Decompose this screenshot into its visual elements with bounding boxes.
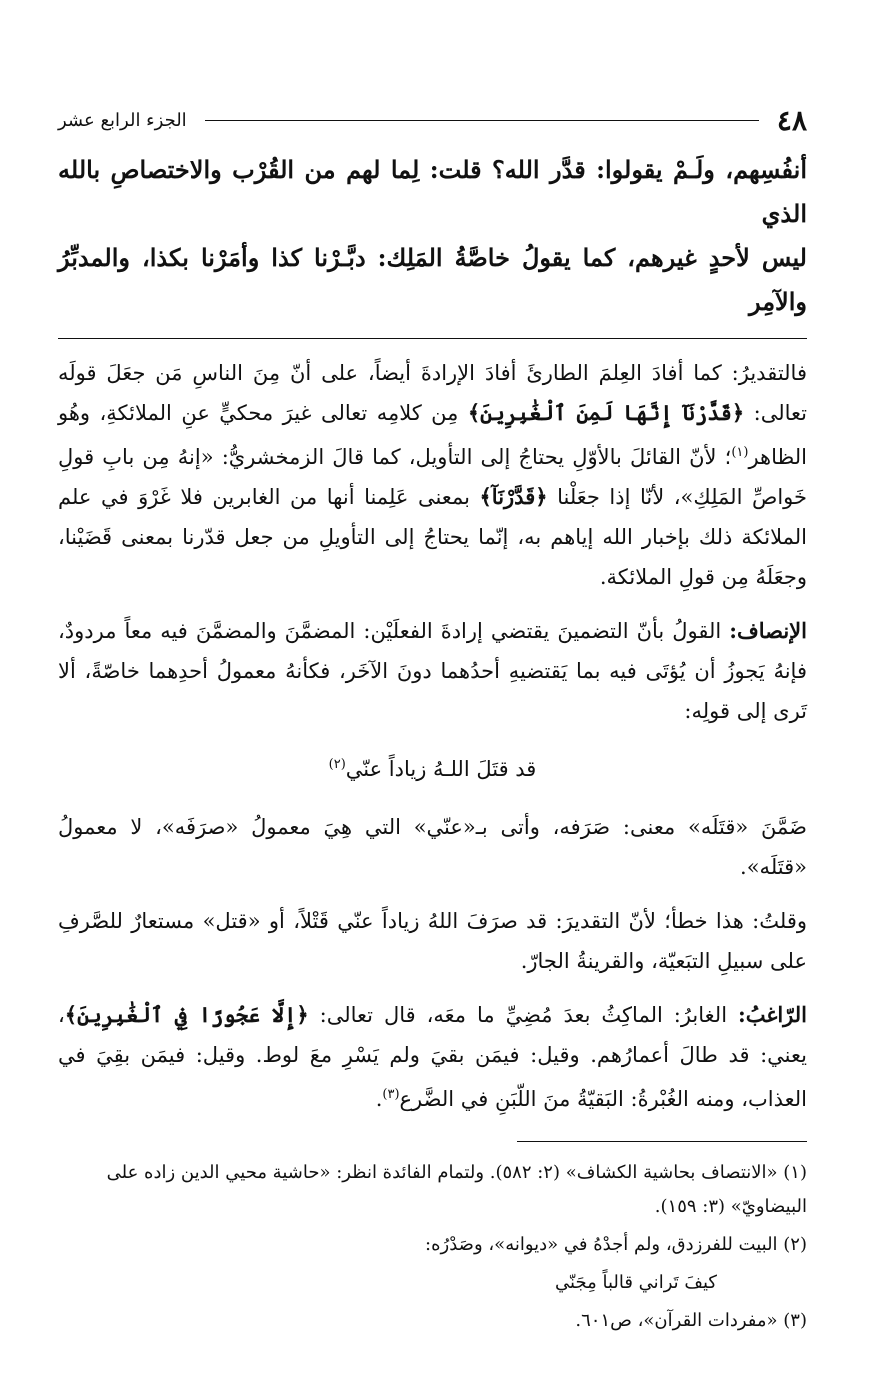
p1-text-4: بمعنى عَلِمنا أنها من الغابرين فلا غَرْوَ في علم الملائكة ذلك بإخبار الله إياهم به، إنّما يحتاجُ إلى التأويلِ من جعل قدّرنا بمعنى قَضَيْنا، وجعَلَهُ مِن قولِ الملائكة. [58, 485, 807, 589]
footnote-2: (٢) البيت للفرزدق، ولم أجدْهُ في «ديوانه»، وصَدْرُه: [425, 1234, 807, 1255]
commentary-paragraph-5 [58, 995, 807, 1119]
page-header [58, 100, 807, 140]
p5-text-1: الغابرُ: الماكِثُ بعدَ مُضِيِّ ما معَه، قال تعالى: [308, 1003, 738, 1027]
footnote-2-verse: كيفَ تَراني قالباً مِجَنّي [555, 1272, 717, 1293]
main-line-1: أنفُسِهم، ولَـمْ يقولوا: قدَّر الله؟ قلت: لِما لهم من القُرْب والاختصاصِ بالله الذي [58, 155, 807, 228]
page-number: ٤٨ [776, 103, 807, 137]
footnote-ref-3: (٣) [382, 1087, 400, 1102]
main-text [58, 148, 807, 324]
verse-text: قد قتَلَ اللـهُ زياداً عنّي [345, 757, 537, 781]
p1-text-1: فالتقديرُ: كما أفادَ العِلمَ الطارئَ أفادَ الإرادةَ أيضاً، على أنّ مِنَ الناسِ مَن جعَلَ قولَه تعالى: [58, 361, 807, 425]
quran-quote-3: ﴿إِلَّا عَجُوزًا فِي ٱلْغَٰبِرِينَ﴾ [64, 1002, 309, 1027]
commentary [58, 353, 807, 1119]
p5-text-2: ، يعني: قد طالَ أعمارُهم. وقيل: فيمَن بقيَ ولم يَسْرِ معَ لوط. وقيل: فيمَن بقِيَ في العذاب، ومنه الغُبْرةُ: البَقيّةُ منَ اللّبَنِ في الضَّرع [58, 1003, 807, 1111]
lead-raghib: الرّاغبُ: [737, 1002, 807, 1027]
footnote-ref-2: (٢) [328, 757, 346, 772]
lead-insaf: الإنصاف: [729, 618, 807, 643]
p1-text-2: مِن كلامِه تعالى غيرَ محكيٍّ عنِ الملائكةِ، وهُو الظاهر [58, 401, 807, 469]
footnotes [58, 1156, 807, 1338]
commentary-paragraph-4: وقلتُ: هذا خطأ؛ لأنّ التقديرَ: قد صرَفَ اللهُ زياداً عنّي قَتْلاً، أو «قتل» مستعارٌ للصَّرفِ على سبيلِ التبَعيّة، والقرينةُ الجارّ. [58, 909, 807, 973]
main-line-2: ليس لأحدٍ غيرهم، كما يقولُ خاصَّةُ المَلِك: دبَّـرْنا كذا وأمَرْنا بكذا، والمدبِّرُ والآمِر [58, 243, 807, 316]
quran-quote-2: ﴿قَدَّرْنَآ﴾ [479, 484, 548, 509]
part-title: الجزء الرابع عشر [58, 109, 187, 131]
p1-text-3: ؛ لأنّ القائلَ بالأوّلِ يحتاجُ إلى التأويل، كما قالَ الزمخشريُّ: «إنهُ مِن بابِ قولِ خَواصِّ المَلِكِ»، لأنّا إذا جعَلْنا [58, 445, 807, 509]
footnote-separator [517, 1141, 807, 1142]
p2-text: القولُ بأنّ التضمينَ يقتضي إرادةَ الفعلَيْن: المضمَّنَ والمضمَّنَ فيه معاً مردودٌ، فإنهُ يَجوزُ أن يُؤتَى فيه بما يَقتضيهِ أحدُهما دونَ الآخَر، فكأنهُ معمولُ أحدِهما خاصّةً، ألا تَرى إلى قولِه: [58, 619, 807, 723]
main-separator [58, 338, 807, 339]
commentary-paragraph-2 [58, 611, 807, 731]
footnote-1: (١) «الانتصاف بحاشية الكشاف» (٢: ٥٨٢). ولتمام الفائدة انظر: «حاشية محيي الدين زاده على البيضاويّ» (٣: ١٥٩). [106, 1162, 807, 1217]
commentary-paragraph-3: ضَمَّنَ «قتَلَه» معنى: صَرَفه، وأتى بـ«عنّي» التي هِيَ معمولُ «صرَفَه»، لا معمولُ «قتَلَه». [58, 815, 807, 879]
footnote-ref-1: (١) [731, 445, 749, 460]
quran-quote: ﴿قَدَّرْنَآ إِنَّهَا لَمِنَ ٱلْغَٰبِرِينَ﴾ [467, 400, 745, 425]
header-rule [205, 120, 759, 121]
poetry-verse [58, 745, 807, 789]
commentary-paragraph-1 [58, 353, 807, 597]
footnote-3: (٣) «مفردات القرآن»، ص٦٠١. [575, 1310, 807, 1331]
p5-end: . [375, 1087, 383, 1111]
